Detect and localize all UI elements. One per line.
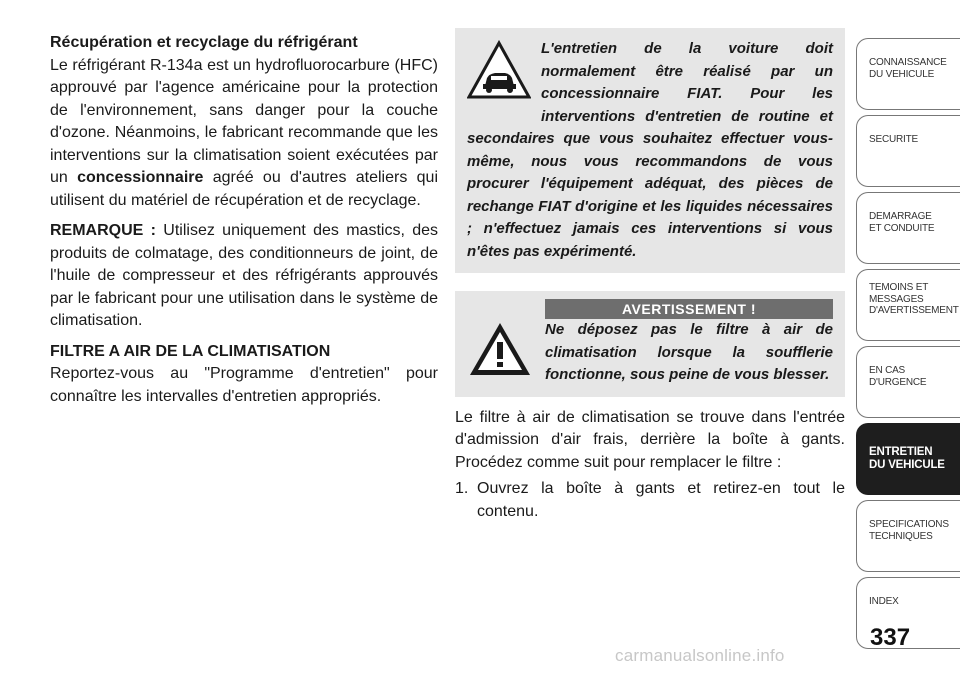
watermark: carmanualsonline.info bbox=[615, 646, 785, 665]
tab-label: DEMARRAGE ET CONDUITE bbox=[869, 211, 935, 234]
tab-entretien-du-vehicule[interactable] bbox=[856, 423, 960, 495]
paragraph-filter-location: Le filtre à air de climatisation se trouve dans l'entrée d'admission d'air frais, derrière la boîte à gants. Procédez comme suit pour remplacer le filtre : bbox=[455, 408, 845, 471]
list-item-number: 1. bbox=[455, 480, 469, 497]
tab-label: INDEX bbox=[869, 596, 899, 607]
tab-label: ENTRETIEN DU VEHICULE bbox=[869, 446, 945, 471]
warning-heading: AVERTISSEMENT ! bbox=[545, 299, 833, 319]
note-label: REMARQUE : bbox=[50, 222, 156, 239]
paragraph-text: Le réfrigérant R-134a est un hydrofluorocarbure (HFC) approuvé par l'agence américaine pour la protection de l'environnement, sans danger pour la couche d'ozone. Néanmoins, le fabricant recommande que les interventions sur la climatisation soient exécutées par un bbox=[50, 56, 438, 186]
note-text: Utilisez uniquement des mastics, des produits de colmatage, des conditionneurs de joint, de l'huile de compresseur et des réfrigérants approuvés par le fabricant pour une utilisation dans le système de climatisation. bbox=[50, 222, 439, 329]
page-number: 337 bbox=[870, 624, 911, 651]
paragraph-refrigerant bbox=[50, 55, 438, 213]
tab-label: CONNAISSANCE DU VEHICULE bbox=[869, 57, 947, 80]
note-paragraph bbox=[50, 220, 438, 333]
warning-text: Ne déposez pas le filtre à air de climatisation lorsque la soufflerie fonctionne, sous peine de vous blesser. bbox=[545, 321, 833, 383]
tab-label: SPECIFICATIONS TECHNIQUES bbox=[869, 519, 949, 542]
tab-label: SECURITE bbox=[869, 134, 918, 145]
right-column bbox=[455, 32, 845, 523]
tab-connaissance-du-vehicule[interactable] bbox=[856, 38, 960, 110]
left-column bbox=[50, 32, 438, 408]
heading-air-filter: FILTRE A AIR DE LA CLIMATISATION bbox=[50, 342, 331, 360]
warning-box bbox=[455, 291, 845, 397]
exclamation-warning-icon bbox=[467, 319, 533, 379]
maintenance-notice-box bbox=[455, 28, 845, 273]
maintenance-notice-text: L'entretien de la voiture doit normalement être réalisé par un concessionnaire FIAT. Pour les interventions d'entretien de routine et secondaires que vous souhaitez effectuer vous-même, nous vous recommandons de vous procurer l'équipement adéquat, des pièces de rechange FIAT d'origine et les liquides nécessaires ; n'effectuez jamais ces interventions si vous n'êtes pas expérimenté. bbox=[467, 40, 833, 260]
paragraph-text-cont: agréé ou d'autres ateliers qui utilisent du matériel de récupération et de recyclage. bbox=[50, 169, 438, 209]
list-item bbox=[455, 478, 845, 523]
tab-specifications-techniques[interactable] bbox=[856, 500, 960, 572]
tab-demarrage-et-conduite[interactable] bbox=[856, 192, 960, 264]
dealer-bold-text: concessionnaire bbox=[77, 169, 204, 186]
heading-refrigerant: Récupération et recyclage du réfrigérant bbox=[50, 34, 358, 51]
section-tabs bbox=[856, 38, 960, 654]
tab-securite[interactable] bbox=[856, 115, 960, 187]
tab-en-cas-d-urgence[interactable] bbox=[856, 346, 960, 418]
paragraph-maintenance-schedule: Reportez-vous au "Programme d'entretien" pour connaître les intervalles d'entretien appropriés. bbox=[50, 365, 438, 405]
tab-label: TEMOINS ET MESSAGES D'AVERTISSEMENT bbox=[869, 282, 959, 316]
tab-temoins-et-messages[interactable] bbox=[856, 269, 960, 341]
car-warning-icon bbox=[467, 40, 531, 106]
list-item-text: Ouvrez la boîte à gants et retirez-en tout le contenu. bbox=[477, 480, 845, 520]
tab-label: EN CAS D'URGENCE bbox=[869, 365, 927, 388]
